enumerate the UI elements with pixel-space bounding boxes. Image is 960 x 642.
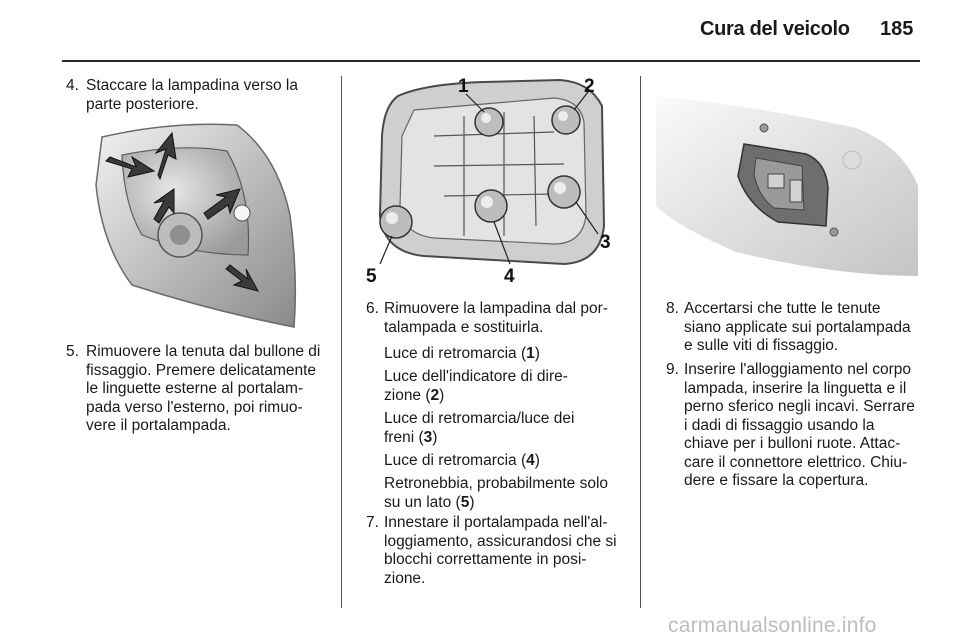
- step-number: 5.: [66, 343, 79, 360]
- step-text: Inserire l'alloggiamento nel corpo lampada, inserire la linguetta e il perno sferico negli incavi. Serrare i dadi di fissaggio usando la chiave per i bulloni ruote. Attac- care il connettore elettrico. Chiu- dere e fissare la copertura.: [684, 361, 915, 489]
- bulb-item-5: Retronebbia, probabilmente solo su un lato (5): [384, 475, 609, 511]
- watermark: carmanualsonline.info: [668, 614, 877, 637]
- step-number: 4.: [66, 77, 79, 94]
- step-number: 8.: [666, 300, 679, 317]
- callout-5: 5: [366, 266, 377, 287]
- step-number: 7.: [366, 514, 379, 531]
- step-number: 6.: [366, 300, 379, 317]
- step-text: Innestare il portalampada nell'al- loggiamento, assicurandosi che si blocchi correttamente in posi- zione.: [384, 514, 617, 587]
- callout-3: 3: [600, 232, 611, 253]
- bulb-item-2: Luce dell'indicatore di dire- zione (2): [384, 368, 568, 404]
- step-text: Accertarsi che tutte le tenute siano applicate sui portalampada e sulle viti di fissaggio.: [684, 300, 911, 354]
- callout-1: 1: [458, 76, 469, 97]
- step-text: Staccare la lampadina verso la parte posteriore.: [86, 77, 298, 113]
- step-number: 9.: [666, 361, 679, 378]
- figure-lamp-housing: [656, 76, 920, 286]
- bulb-item-4: Luce di retromarcia (4): [384, 452, 540, 469]
- step-text: Rimuovere la lampadina dal por- talampada e sostituirla.: [384, 300, 609, 336]
- callout-4: 4: [504, 266, 515, 287]
- callout-2: 2: [584, 76, 595, 97]
- step-text: Rimuovere la tenuta dal bullone di fissaggio. Premere delicatamente le linguette esterne al portalam- pada verso l'esterno, poi rimuo- vere il portalampada.: [86, 343, 321, 434]
- bulb-item-1: Luce di retromarcia (1): [384, 345, 540, 362]
- page-number: 185: [880, 18, 914, 40]
- page-title: Cura del veicolo: [700, 18, 850, 40]
- bulb-item-3: Luce di retromarcia/luce dei freni (3): [384, 410, 575, 446]
